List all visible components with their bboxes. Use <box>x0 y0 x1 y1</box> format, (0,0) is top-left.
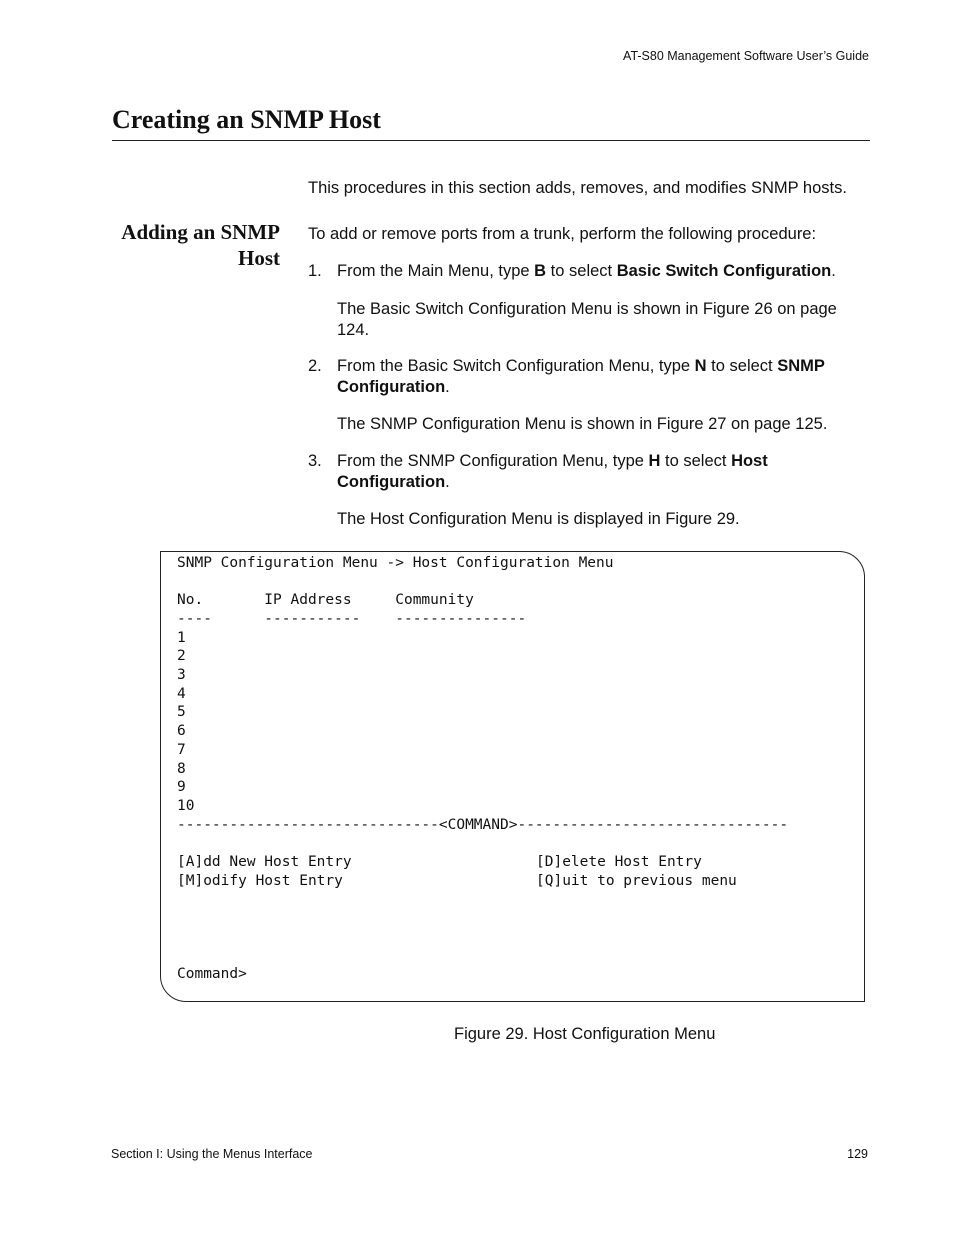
modify-host-entry-option[interactable]: [M]odify Host Entry <box>177 873 343 889</box>
command-prompt[interactable]: Command> <box>177 966 247 982</box>
step-target: Basic Switch Configuration <box>616 262 832 280</box>
intro-paragraph: This procedures in this section adds, removes, and modifies SNMP hosts. <box>308 179 847 197</box>
page-title: Creating an SNMP Host <box>112 105 381 134</box>
host-row-number: 4 <box>177 686 186 702</box>
terminal-column-headers: No. IP Address Community <box>177 592 474 608</box>
step-number: 3. <box>308 452 322 470</box>
page-number: 129 <box>847 1147 868 1161</box>
subsection-heading-line2: Host <box>238 246 280 270</box>
host-row-number: 5 <box>177 704 186 720</box>
host-row-number: 10 <box>177 798 195 814</box>
host-row-number: 9 <box>177 779 186 795</box>
command-divider: ------------------------------<COMMAND>------------------------------- <box>177 817 789 833</box>
step-note-2: The SNMP Configuration Menu is shown in Figure 27 on page 125. <box>337 415 828 433</box>
step-key: H <box>648 452 661 470</box>
quit-to-previous-menu-option[interactable]: [Q]uit to previous menu <box>536 873 737 889</box>
host-row-number: 6 <box>177 723 186 739</box>
host-row-number: 7 <box>177 742 186 758</box>
host-row-number: 1 <box>177 630 186 646</box>
step-key: B <box>534 262 547 280</box>
step-text: From the Main Menu, type B to select Basic Switch Configuration. <box>337 262 836 280</box>
step-text: From the Basic Switch Configuration Menu, type N to select SNMP Configuration. <box>337 357 825 396</box>
subsection-heading <box>112 219 280 271</box>
delete-host-entry-option[interactable]: [D]elete Host Entry <box>536 854 702 870</box>
step-target: SNMP Configuration <box>337 357 825 396</box>
step-number: 1. <box>308 262 322 280</box>
terminal-column-underline: ---- ----------- --------------- <box>177 611 527 627</box>
subsection-heading-line1: Adding an SNMP <box>121 220 280 244</box>
host-row-number: 2 <box>177 648 186 664</box>
step-key: N <box>694 357 707 375</box>
step-note-1: The Basic Switch Configuration Menu is shown in Figure 26 on page 124. <box>337 300 837 339</box>
terminal-title: SNMP Configuration Menu -> Host Configuration Menu <box>177 555 614 571</box>
add-host-entry-option[interactable]: [A]dd New Host Entry <box>177 854 352 870</box>
figure-caption: Figure 29. Host Configuration Menu <box>454 1025 716 1043</box>
footer-section: Section I: Using the Menus Interface <box>111 1147 313 1161</box>
procedure-lead: To add or remove ports from a trunk, perform the following procedure: <box>308 225 817 243</box>
step-target: Host Configuration <box>337 452 768 491</box>
host-row-number: 3 <box>177 667 186 683</box>
title-rule <box>112 140 870 141</box>
running-header: AT-S80 Management Software User’s Guide <box>623 49 869 63</box>
step-number: 2. <box>308 357 322 375</box>
host-row-number: 8 <box>177 761 186 777</box>
step-text: From the SNMP Configuration Menu, type H to select Host Configuration. <box>337 452 768 491</box>
step-note-3: The Host Configuration Menu is displayed in Figure 29. <box>337 510 740 528</box>
